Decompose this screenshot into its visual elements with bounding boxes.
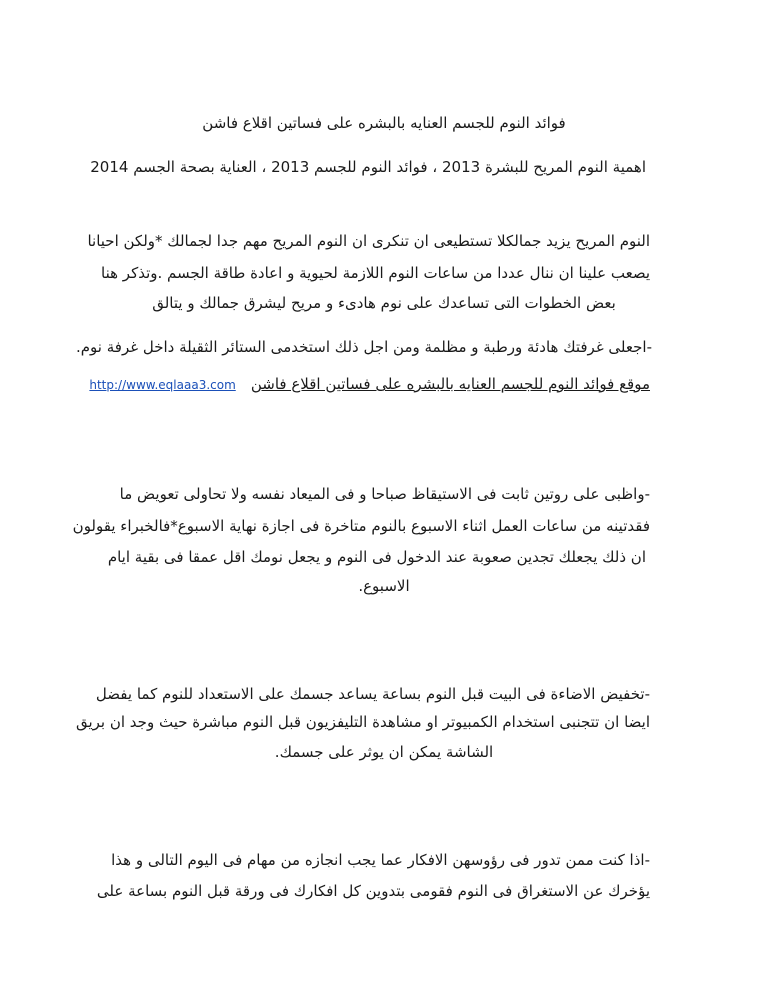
document-title: فوائد النوم للجسم العنايه بالبشره على فساتين اقلاع فاشن xyxy=(202,114,566,132)
source-site-text[interactable]: موقع فوائد النوم للجسم العنايه بالبشره على فساتين اقلاع فاشن xyxy=(250,375,650,393)
tip-1: -اجعلى غرفتك هادئة ورطبة و مظلمة ومن اجل ذلك استخدمى الستائر الثقيلة داخل غرفة نوم. xyxy=(76,338,652,356)
tip-2-line: -واظبى على روتين ثابت فى الاستيقاظ صباحا و فى الميعاد نفسه ولا تحاولى تعويض ما xyxy=(119,485,650,503)
tip-3-line: -تخفيض الاضاءة فى البيت قبل النوم بساعة يساعد جسمك على الاستعداد للنوم كما يفضل xyxy=(95,685,650,703)
tip-2-line: ان ذلك يجعلك تجدين صعوبة عند الدخول فى النوم و يجعل نومك اقل عمقا فى بقية ايام xyxy=(107,548,646,566)
source-link-row xyxy=(89,374,650,398)
tip-4-line: يؤخرك عن الاستغراق فى النوم فقومى بتدوين كل افكارك فى ورقة قبل النوم بساعة على xyxy=(96,882,650,900)
intro-line: النوم المريح يزيد جمالكلا تستطيعى ان تنكرى ان النوم المريح مهم جدا لجمالك *ولكن احيانا xyxy=(87,232,650,250)
intro-line: بعض الخطوات التى تساعدك على نوم هادىء و مريح ليشرق جمالك و يتالق xyxy=(152,294,616,312)
tip-3-line: الشاشة يمكن ان يوثر على جسمك. xyxy=(274,743,494,761)
intro-line: يصعب علينا ان ننال عددا من ساعات النوم اللازمة لحيوية و اعادة طاقة الجسم .وتذكر هنا xyxy=(101,264,650,282)
document-subtitle: اهمية النوم المريح للبشرة 2013 ، فوائد النوم للجسم 2013 ، العناية بصحة الجسم 2014 xyxy=(90,158,646,176)
tip-2-line: فقدتينه من ساعات العمل اثناء الاسبوع بالنوم متاخرة فى اجازة نهاية الاسبوع*فالخبراء يقولون xyxy=(72,517,650,535)
source-url-link[interactable]: http://www.eqlaaa3.com xyxy=(89,378,236,392)
tip-4-line: -اذا كنت ممن تدور فى رؤوسهن الافكار عما يجب انجازه من مهام فى اليوم التالى و هذا xyxy=(111,851,650,869)
tip-3-line: ايضا ان تتجنبى استخدام الكمبيوتر او مشاهدة التليفزيون قبل النوم مباشرة حيث وجد ان بريق xyxy=(75,713,650,731)
tip-2-line: الاسبوع. xyxy=(358,577,410,595)
